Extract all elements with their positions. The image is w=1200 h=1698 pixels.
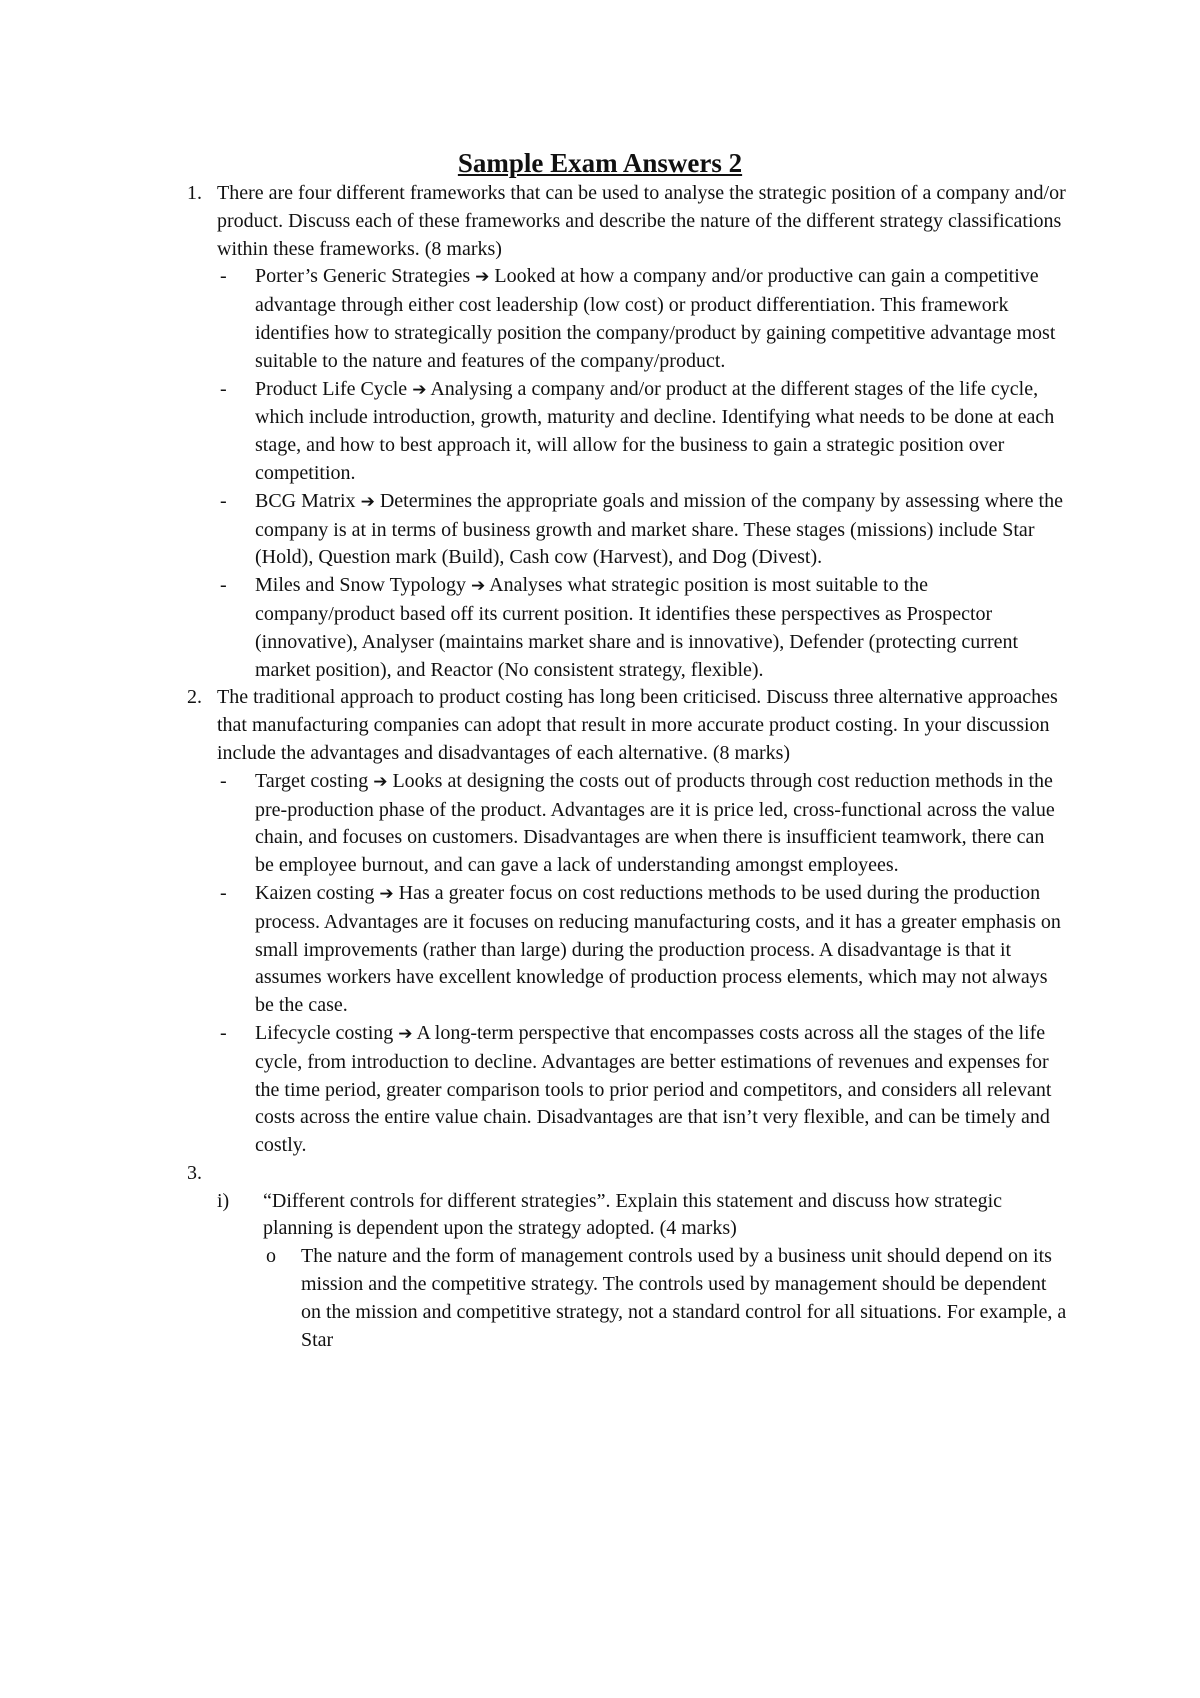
arrow-icon: ➔ (360, 491, 375, 512)
approach-name: Lifecycle costing (255, 1021, 394, 1044)
framework-description: Analysing a company and/or product at the different stages of the life cycle, which include introduction, growth, maturity and decline. Identifying what needs to be done at each stage, and how to best approach it, will allow for the business to gain a strategic position over competition. (255, 377, 1055, 484)
question-1-answers (187, 263, 1067, 684)
arrow-icon: ➔ (412, 379, 427, 400)
question-text: There are four different frameworks that can be used to analyse the strategic position of a company and/or product. Discuss each of these frameworks and describe the nature of the different strategy classifications within these frameworks. (8 marks) (217, 182, 1066, 260)
list-item (217, 768, 1067, 880)
question-number: 2. (187, 686, 202, 709)
dash-marker: - (220, 489, 227, 512)
framework-description: Analyses what strategic position is most suitable to the company/product based off its current position. It identifies these perspectives as Prospector (innovative), Analyser (maintains market share and is innovative), Defender (protecting current market position), and Reactor (No consistent strategy, flexible). (255, 574, 1019, 681)
circle-bullet-icon: o (266, 1245, 276, 1268)
dash-marker: - (220, 881, 227, 904)
question-3 (187, 1160, 1067, 1188)
list-item (217, 376, 1067, 488)
sub-question-number: i) (217, 1189, 230, 1212)
answer-list (217, 263, 1067, 684)
framework-name: BCG Matrix (255, 489, 356, 512)
list-item (217, 488, 1067, 572)
question-number: 3. (187, 1161, 202, 1184)
arrow-icon: ➔ (398, 1023, 413, 1044)
arrow-icon: ➔ (471, 576, 486, 597)
arrow-icon: ➔ (379, 883, 394, 904)
document-body (187, 180, 1067, 1354)
framework-name: Miles and Snow Typology (255, 574, 467, 597)
sub-question-text: “Different controls for different strategies”. Explain this statement and discuss how strategic planning is dependent upon the strategy adopted. (4 marks) (263, 1189, 1003, 1240)
approach-name: Kaizen costing (255, 881, 375, 904)
question-3-part-i-answers (187, 1243, 1067, 1354)
framework-description: Looked at how a company and/or productive can gain a competitive advantage through either cost leadership (low cost) or product differentiation. This framework identifies how to strategically position the company/product by gaining competitive advantage most suitable to the nature and features of the company/product. (255, 265, 1056, 372)
list-item (217, 880, 1067, 1020)
dash-marker: - (220, 377, 227, 400)
list-item (263, 1243, 1067, 1354)
arrow-icon: ➔ (475, 267, 490, 288)
answer-list (217, 768, 1067, 1160)
list-item (217, 1020, 1067, 1160)
approach-name: Target costing (255, 769, 369, 792)
dash-marker: - (220, 1021, 227, 1044)
answer-text: The nature and the form of management controls used by a business unit should depend on its mission and the competitive strategy. The controls used by management should be dependent on the mission and competitive strategy, not a standard control for all situations. For example, a Star (301, 1245, 1067, 1351)
framework-name: Porter’s Generic Strategies (255, 265, 471, 288)
question-3-part-i (187, 1188, 1067, 1244)
framework-description: Determines the appropriate goals and mission of the company by assessing where the company is at in terms of business growth and market share. These stages (missions) include Star (Hold), Question mark (Build), Cash cow (Harvest), and Dog (Divest). (255, 489, 1063, 569)
question-text: The traditional approach to product costing has long been criticised. Discuss three alternative approaches that manufacturing companies can adopt that result in more accurate product costing. In your discussion include the advantages and disadvantages of each alternative. (8 marks) (217, 686, 1058, 764)
page-title: Sample Exam Answers 2 (457, 148, 743, 178)
question-1 (187, 180, 1067, 263)
question-number: 1. (187, 182, 202, 204)
question-2 (187, 684, 1067, 767)
approach-description: A long-term perspective that encompasses costs across all the stages of the life cycle, from introduction to decline. Advantages are better estimations of revenues and expenses for the time period, greater comparison tools to prior period and competitors, and considers all relevant costs across the entire value chain. Disadvantages are that isn’t very flexible, and can be timely and costly. (255, 1021, 1052, 1157)
list-item (217, 572, 1067, 684)
approach-description: Looks at designing the costs out of products through cost reduction methods in the pre-production phase of the product. Advantages are it is price led, cross-functional across the value chain, and focuses on customers. Disadvantages are when there is insufficient teamwork, there can be employee burnout, and can gave a lack of understanding amongst employees. (255, 769, 1055, 877)
dash-marker: - (220, 769, 227, 792)
arrow-icon: ➔ (373, 771, 388, 792)
framework-name: Product Life Cycle (255, 377, 408, 400)
list-item (217, 263, 1067, 375)
dash-marker: - (220, 265, 227, 288)
dash-marker: - (220, 574, 227, 597)
approach-description: Has a greater focus on cost reductions methods to be used during the production process. Advantages are it focuses on reducing manufacturing costs, and it has a greater emphasis on small improvements (rather than large) during the production process. A disadvantage is that it assumes workers have excellent knowledge of production process elements, which may not always be the case. (255, 881, 1061, 1017)
question-2-answers (187, 768, 1067, 1160)
